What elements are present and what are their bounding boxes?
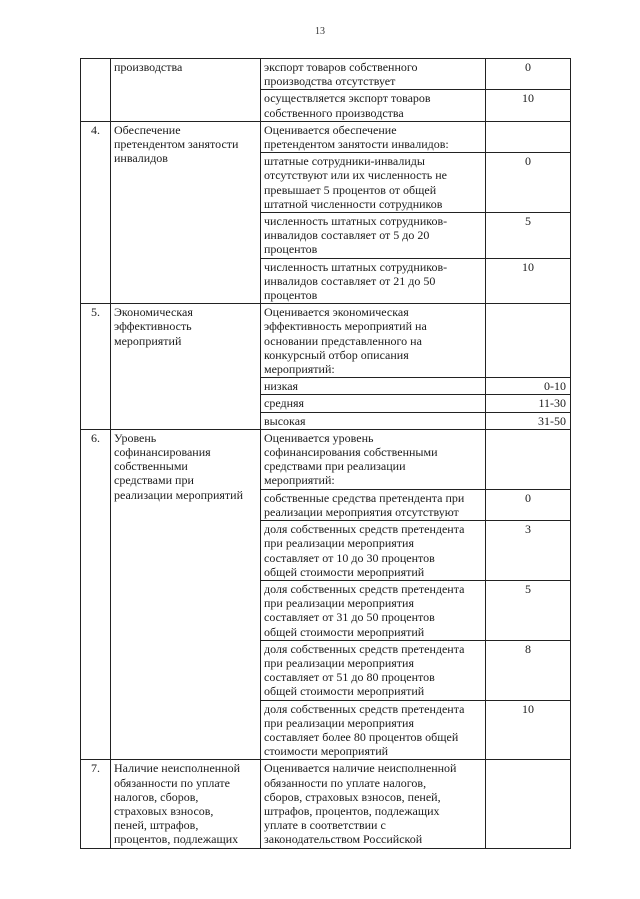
option-text-cell: экспорт товаров собственного производства отсутствует [261, 59, 486, 90]
option-text-cell: доля собственных средств претендента при реализации мероприятия составляет более 80 процентов общей стоимости мероприятий [261, 700, 486, 760]
option-text-cell: высокая [261, 412, 486, 429]
score-cell [486, 760, 571, 848]
option-text-cell: штатные сотрудники-инвалиды отсутствуют или их численность не превышает 5 процентов от общей штатной численности сотрудников [261, 153, 486, 213]
row-number-cell [81, 59, 111, 122]
score-cell: 10 [486, 700, 571, 760]
score-cell: 5 [486, 580, 571, 640]
table-row [81, 121, 571, 152]
score-cell: 11-30 [486, 395, 571, 412]
score-cell: 0 [486, 489, 571, 520]
row-number-cell: 6. [81, 429, 111, 759]
criterion-cell: Уровень софинансирования собственными средствами при реализации мероприятий [111, 429, 261, 759]
option-text-cell: доля собственных средств претендента при реализации мероприятия составляет от 31 до 50 процентов общей стоимости мероприятий [261, 580, 486, 640]
score-cell: 0 [486, 153, 571, 213]
row-number-cell: 7. [81, 760, 111, 848]
score-cell: 0 [486, 59, 571, 90]
table-row [81, 304, 571, 378]
criterion-cell: Обеспечение претендентом занятости инвалидов [111, 121, 261, 303]
score-cell: 0-10 [486, 378, 571, 395]
option-text-cell: численность штатных сотрудников- инвалидов составляет от 5 до 20 процентов [261, 213, 486, 259]
option-text-cell: осуществляется экспорт товаров собственного производства [261, 90, 486, 121]
table-row [81, 59, 571, 90]
page-number: 13 [315, 26, 325, 37]
score-cell: 10 [486, 90, 571, 121]
option-text-cell: численность штатных сотрудников- инвалидов составляет от 21 до 50 процентов [261, 258, 486, 304]
score-cell: 10 [486, 258, 571, 304]
score-cell [486, 304, 571, 378]
score-cell: 31-50 [486, 412, 571, 429]
criterion-cell: производства [111, 59, 261, 122]
option-text-cell: средняя [261, 395, 486, 412]
criterion-cell: Наличие неисполненной обязанности по уплате налогов, сборов, страховых взносов, пеней, штрафов, процентов, подлежащих [111, 760, 261, 848]
score-cell: 8 [486, 640, 571, 700]
table-row [81, 429, 571, 489]
criterion-cell: Экономическая эффективность мероприятий [111, 304, 261, 430]
score-cell [486, 121, 571, 152]
option-text-cell: доля собственных средств претендента при реализации мероприятия составляет от 10 до 30 процентов общей стоимости мероприятий [261, 521, 486, 581]
option-text-cell: низкая [261, 378, 486, 395]
criteria-table [80, 58, 571, 849]
row-number-cell: 5. [81, 304, 111, 430]
row-number-cell: 4. [81, 121, 111, 303]
option-intro-cell: Оценивается уровень софинансирования собственными средствами при реализации мероприятий: [261, 429, 486, 489]
score-cell: 5 [486, 213, 571, 259]
option-intro-cell: Оценивается обеспечение претендентом занятости инвалидов: [261, 121, 486, 152]
option-intro-cell: Оценивается наличие неисполненной обязанности по уплате налогов, сборов, страховых взносов, пеней, штрафов, процентов, подлежащих уплате в соответствии с законодательством Российской [261, 760, 486, 848]
option-intro-cell: Оценивается экономическая эффективность мероприятий на основании представленного на конкурсный отбор описания мероприятий: [261, 304, 486, 378]
table-row [81, 760, 571, 848]
score-cell: 3 [486, 521, 571, 581]
score-cell [486, 429, 571, 489]
option-text-cell: доля собственных средств претендента при реализации мероприятия составляет от 51 до 80 процентов общей стоимости мероприятий [261, 640, 486, 700]
option-text-cell: собственные средства претендента при реализации мероприятия отсутствуют [261, 489, 486, 520]
